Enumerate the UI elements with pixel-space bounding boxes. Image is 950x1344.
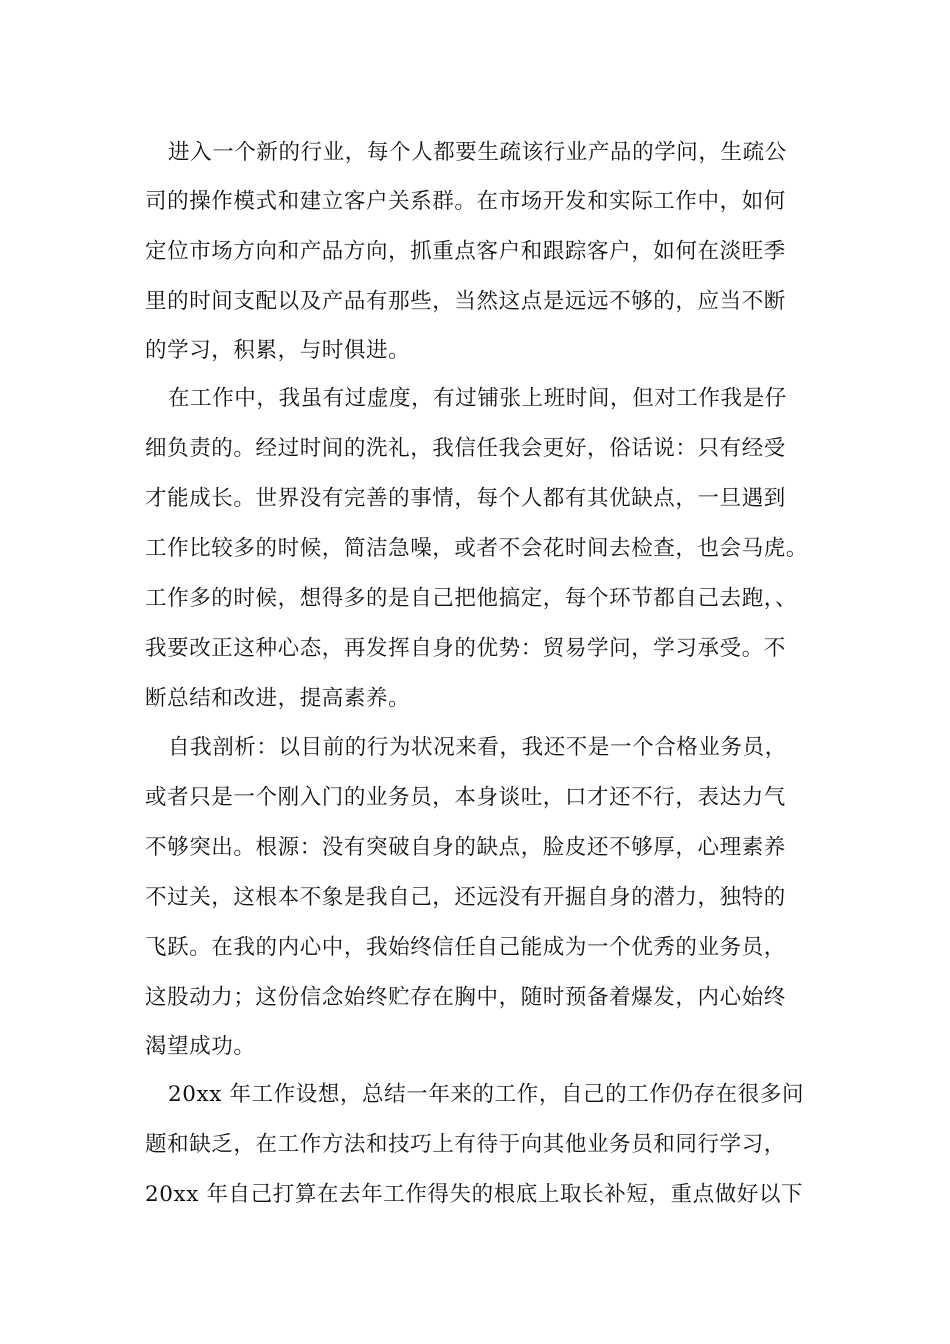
text-line: 工作比较多的时候，简洁急噪，或者不会花时间去检查，也会马虎。: [145, 536, 809, 561]
text-line: 我要改正这种心态，再发挥自身的优势：贸易学问，学习承受。不: [145, 636, 786, 661]
text-line: 断总结和改进，提高素养。: [145, 686, 411, 711]
text-line: 自我剖析：以目前的行为状况来看，我还不是一个合格业务员，: [168, 735, 787, 760]
text-line: 在工作中，我虽有过虚度，有过铺张上班时间，但对工作我是仔: [168, 386, 787, 411]
text-line: 渴望成功。: [145, 1034, 256, 1059]
text-line: 司的操作模式和建立客户关系群。在市场开发和实际工作中，如何: [145, 189, 786, 214]
text-line: 20xx 年工作设想，总结一年来的工作，自己的工作仍存在很多问: [168, 1082, 805, 1107]
text-line: 才能成长。世界没有完善的事情，每个人都有其优缺点，一旦遇到: [145, 486, 786, 511]
text-line: 题和缺乏，在工作方法和技巧上有待于向其他业务员和同行学习，: [145, 1132, 786, 1157]
text-line: 里的时间支配以及产品有那些，当然这点是远远不够的，应当不断: [145, 289, 786, 314]
text-line: 定位市场方向和产品方向，抓重点客户和跟踪客户，如何在淡旺季: [145, 239, 786, 264]
text-line: 进入一个新的行业，每个人都要生疏该行业产品的学问，生疏公: [168, 140, 787, 165]
text-line: 细负责的。经过时间的洗礼，我信任我会更好，俗话说：只有经受: [145, 436, 786, 461]
text-line: 的学习，积累，与时俱进。: [145, 338, 411, 363]
text-line: 不过关，这根本不象是我自己，还远没有开掘自身的潜力，独特的: [145, 885, 786, 910]
text-line: 不够突出。根源：没有突破自身的缺点，脸皮还不够厚，心理素养: [145, 835, 786, 860]
text-line: 20xx 年自己打算在去年工作得失的根底上取长补短，重点做好以下: [145, 1182, 804, 1207]
text-line: 或者只是一个刚入门的业务员，本身谈吐，口才还不行，表达力气: [145, 785, 786, 810]
text-line: 工作多的时候，想得多的是自己把他搞定，每个环节都自己去跑，、: [145, 586, 798, 611]
text-line: 这股动力；这份信念始终贮存在胸中，随时预备着爆发，内心始终: [145, 985, 786, 1010]
text-line: 飞跃。在我的内心中，我始终信任自己能成为一个优秀的业务员，: [145, 935, 786, 960]
